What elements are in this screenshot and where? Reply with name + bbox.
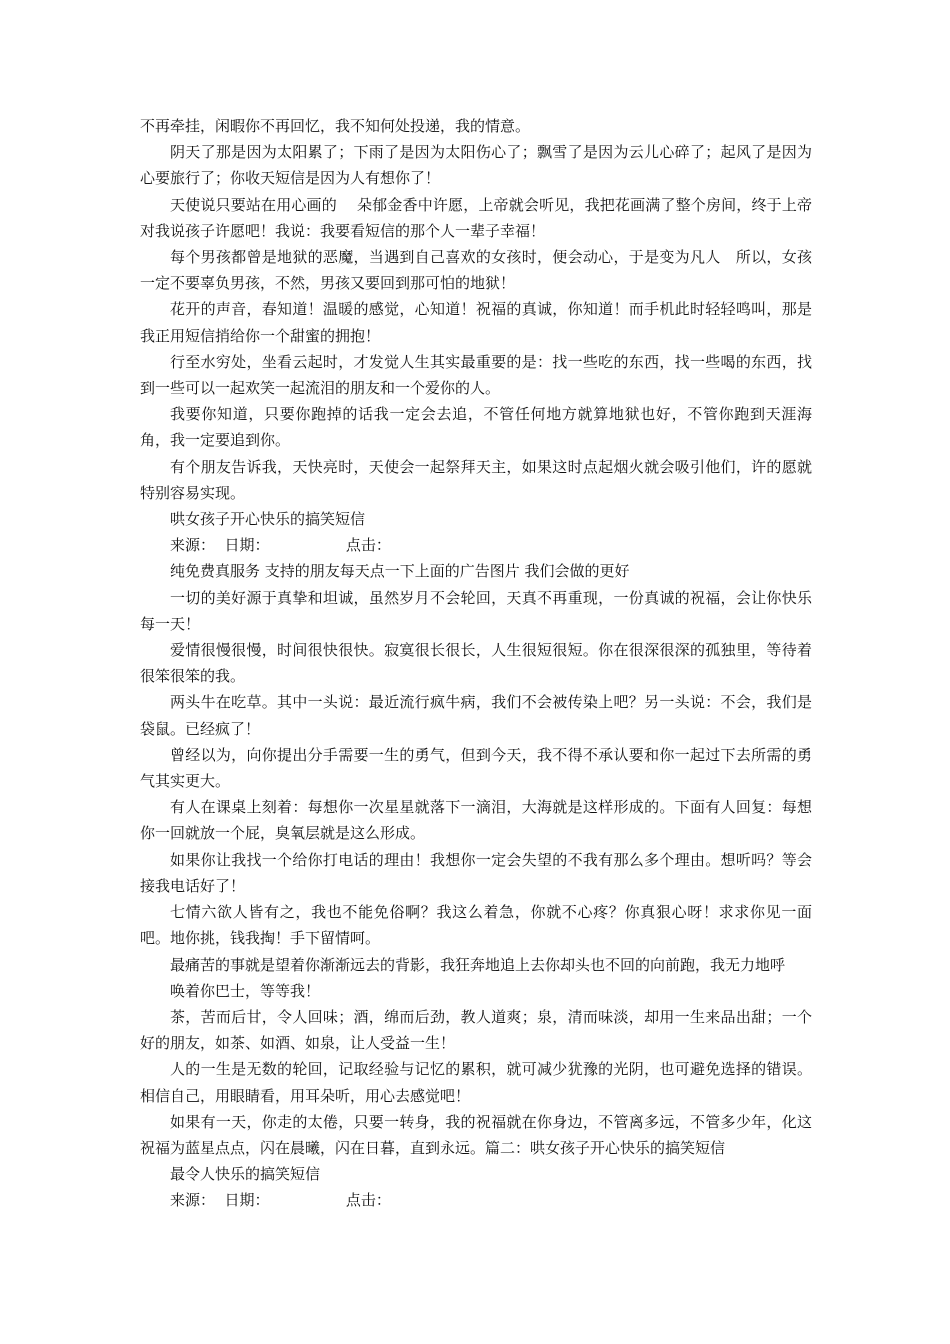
paragraph: 有个朋友告诉我，天快亮时，天使会一起祭拜天主，如果这时点起烟火就会吸引他们，许的愿就特别容易实现。	[140, 457, 812, 502]
paragraph: 人的一生是无数的轮回，记取经验与记忆的累积，就可减少犹豫的光阴，也可避免选择的错误。相信自己，用眼睛看，用耳朵听，用心去感觉吧！	[140, 1060, 812, 1105]
paragraph: 行至水穷处，坐看云起时，才发觉人生其实最重要的是：找一些吃的东西，找一些喝的东西，找到一些可以一起欢笑一起流泪的朋友和一个爱你的人。	[140, 352, 812, 398]
paragraph: 最痛苦的事就是望着你渐渐远去的背影，我狂奔地追上去你却头也不回的向前跑，我无力地呼	[170, 955, 786, 974]
paragraph: 唤着你巴士，等等我！	[170, 981, 321, 1000]
article-meta: 来源： 日期： 点击：	[170, 1191, 391, 1210]
paragraph: 七情六欲人皆有之，我也不能免俗啊？我这么着急，你就不心疼？你真狠心呀！求求你见一面吧。地你挑，钱我掏！手下留情呵。	[140, 903, 812, 948]
paragraph: 不再牵挂，闲暇你不再回忆，我不知何处投递，我的情意。	[140, 117, 531, 135]
paragraph: 我要你知道，只要你跑掉的话我一定会去追，不管任何地方就算地狱也好，不管你跑到天涯海角，我一定要追到你。	[140, 405, 812, 450]
paragraph: 如果有一天，你走的太倦，只要一转身，我的祝福就在你身边，不管离多远，不管多少年，化这祝福为蓝星点点，闪在晨曦，闪在日暮，直到永远。篇二：哄女孩子开心快乐的搞笑短信	[140, 1112, 812, 1157]
paragraph: 有人在课桌上刻着：每想你一次星星就落下一滴泪，大海就是这样形成的。下面有人回复：每想你一回就放一个屁，臭氧层就是这么形成。	[140, 798, 812, 843]
article-meta: 来源： 日期： 点击：	[170, 536, 391, 555]
service-note: 纯免费真服务 支持的朋友每天点一下上面的广告图片 我们会做的更好	[170, 562, 630, 581]
document-body	[140, 113, 812, 1214]
paragraph: 茶，苦而后甘，令人回味；酒，绵而后劲，教人道爽；泉，清而味淡，却用一生来品出甜；一个好的朋友，如茶、如酒、如泉，让人受益一生！	[140, 1007, 812, 1053]
paragraph: 曾经以为，向你提出分手需要一生的勇气，但到今天，我不得不承认要和你一起过下去所需的勇气其实更大。	[140, 745, 812, 791]
paragraph: 花开的声音，春知道！温暖的感觉，心知道！祝福的真诚，你知道！而手机此时轻轻鸣叫，那是我正用短信捎给你一个甜蜜的拥抱！	[140, 300, 812, 345]
paragraph: 爱情很慢很慢，时间很快很快。寂寞很长很长，人生很短很短。你在很深很深的孤独里，等待着很笨很笨的我。	[140, 641, 812, 686]
paragraph: 每个男孩都曾是地狱的恶魔，当遇到自己喜欢的女孩时，便会动心，于是变为凡人 所以，女孩一定不要辜负男孩，不然，男孩又要回到那可怕的地狱！	[140, 248, 812, 293]
paragraph: 天使说只要站在用心画的 朵郁金香中许愿，上帝就会听见，我把花画满了整个房间，终于上帝对我说孩子许愿吧！我说：我要看短信的那个人一辈子幸福！	[140, 195, 812, 240]
section-title: 最令人快乐的搞笑短信	[170, 1165, 321, 1184]
paragraph: 如果你让我找一个给你打电话的理由！我想你一定会失望的不我有那么多个理由。想听吗？等会接我电话好了！	[140, 850, 812, 895]
paragraph: 两头牛在吃草。其中一头说：最近流行疯牛病，我们不会被传染上吧？另一头说：不会，我们是袋鼠。已经疯了！	[140, 693, 812, 738]
section-title: 哄女孩子开心快乐的搞笑短信	[170, 510, 366, 529]
paragraph: 一切的美好源于真挚和坦诚，虽然岁月不会轮回，天真不再重现，一份真诚的祝福，会让你快乐每一天！	[140, 588, 812, 633]
paragraph: 阴天了那是因为太阳累了；下雨了是因为太阳伤心了；飘雪了是因为云儿心碎了；起风了是因为心要旅行了；你收天短信是因为人有想你了！	[140, 143, 812, 188]
